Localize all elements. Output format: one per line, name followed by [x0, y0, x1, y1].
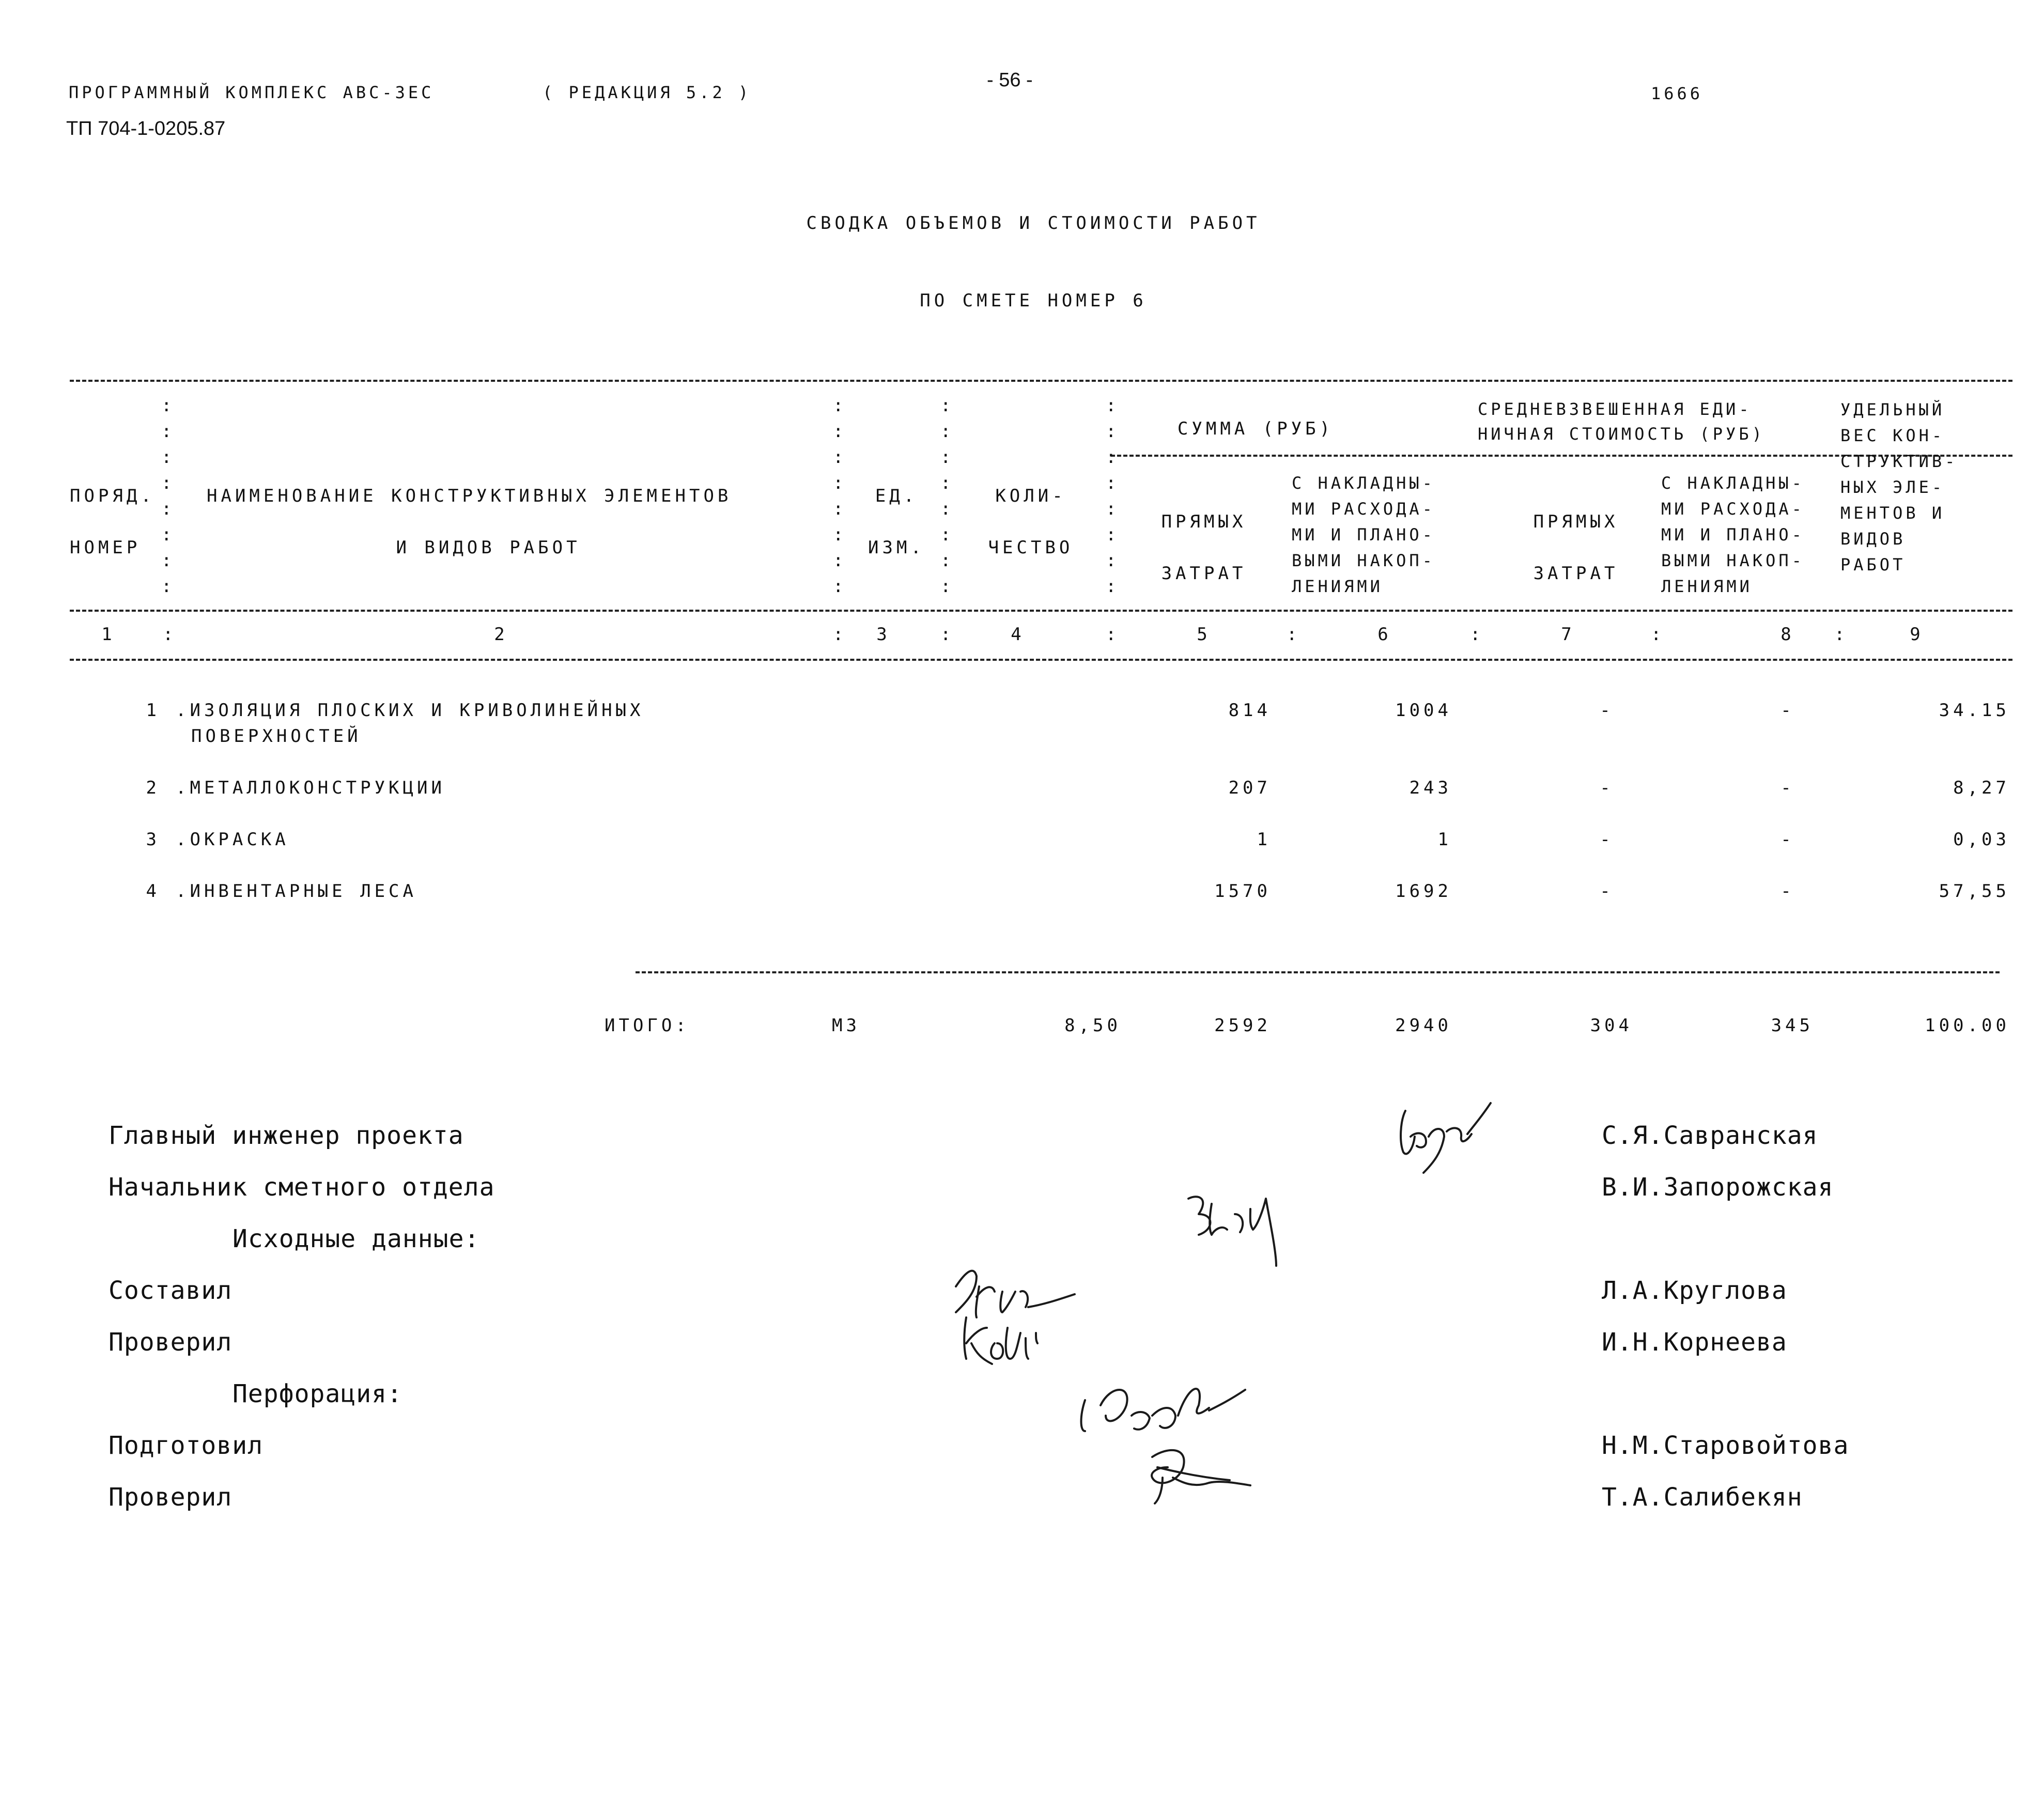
- sheet-number: 1666: [1651, 84, 1704, 103]
- header-avg-line: СРЕДНЕВЗВЕШЕННАЯ ЕДИ-: [1478, 399, 1752, 419]
- program-name: ПРОГРАММНЫЙ КОМПЛЕКС АВС-ЗЕС: [69, 83, 435, 102]
- col-separator: : : : : : : : :: [833, 395, 847, 597]
- header-col3-line: ИЗМ.: [868, 537, 925, 558]
- header-col8-line: ЛЕНИЯМИ: [1661, 577, 1753, 596]
- header-col7-line: ЗАТРАТ: [1533, 563, 1619, 584]
- header-col7-line: ПРЯМЫХ: [1533, 511, 1619, 532]
- header-col9-line: ВЕС КОН-: [1840, 426, 1945, 445]
- header-col1: [70, 470, 155, 573]
- header-col6-line: МИ РАСХОДА-: [1292, 499, 1435, 519]
- role-prepared: Подготовил: [109, 1431, 263, 1460]
- col-number: 2: [494, 624, 508, 645]
- header-col9-line: УДЕЛЬНЫЙ: [1840, 400, 1945, 420]
- signature-compiled: [956, 1271, 1075, 1317]
- col-separator: :: [1651, 624, 1665, 645]
- header-col9-line: ВИДОВ: [1840, 529, 1906, 549]
- cell-total-cost: 1: [1437, 829, 1452, 850]
- role-checked: Проверил: [109, 1328, 233, 1357]
- col-separator: : : : : : : : :: [940, 395, 955, 597]
- cell-avg-total: -: [1780, 829, 1795, 850]
- header-col2: [207, 470, 770, 573]
- col-separator: :: [833, 624, 847, 645]
- header-col8-line: С НАКЛАДНЫ-: [1661, 473, 1805, 493]
- row-number: 3: [146, 829, 160, 850]
- cell-share: 8,27: [1953, 778, 2010, 798]
- header-col9-line: НЫХ ЭЛЕ-: [1840, 477, 1945, 497]
- signature-checked: [964, 1317, 1038, 1364]
- header-col5: [1126, 496, 1281, 599]
- table-top-rule: [70, 380, 2012, 382]
- cell-direct-cost: 207: [1228, 778, 1271, 798]
- row-number: 1: [146, 700, 160, 721]
- header-col9-line: МЕНТОВ И: [1840, 503, 1945, 523]
- col-number: 1: [101, 624, 116, 645]
- cell-total-cost: 1004: [1395, 700, 1452, 721]
- name-estimate-head: В.И.Запорожская: [1602, 1173, 1834, 1202]
- signature-perf-checked: [1152, 1450, 1250, 1503]
- cell-avg-direct: -: [1600, 700, 1614, 721]
- header-col4-line: ЧЕСТВО: [988, 537, 1074, 558]
- cell-share: 57,55: [1939, 881, 2010, 902]
- cell-direct-cost: 814: [1228, 700, 1271, 721]
- header-col9-line: СТРУКТИВ-: [1840, 452, 1958, 471]
- cell-direct-cost: 1: [1257, 829, 1271, 850]
- col-number: 7: [1561, 624, 1575, 645]
- header-col6-line: С НАКЛАДНЫ-: [1292, 473, 1435, 493]
- row-name: .МЕТАЛЛОКОНСТРУКЦИИ: [176, 778, 445, 798]
- cell-share: 0,03: [1953, 829, 2010, 850]
- header-col6-line: МИ И ПЛАНО-: [1292, 525, 1435, 545]
- header-bottom-rule: [70, 610, 2012, 612]
- header-avg-group: [1478, 397, 1765, 446]
- section-perforation: Перфорация:: [233, 1379, 402, 1408]
- header-col8-line: МИ И ПЛАНО-: [1661, 525, 1805, 545]
- col-separator: :: [1834, 624, 1849, 645]
- total-total-cost: 2940: [1395, 1015, 1452, 1036]
- page-number: - 56 -: [987, 69, 1033, 91]
- cell-direct-cost: 1570: [1214, 881, 1271, 902]
- total-avg-total: 345: [1771, 1015, 1814, 1036]
- name-compiled: Л.А.Круглова: [1602, 1276, 1787, 1305]
- header-col3: [853, 470, 940, 573]
- header-col4: [956, 470, 1106, 573]
- total-avg-direct: 304: [1590, 1015, 1633, 1036]
- col-separator: : : : : : : : :: [161, 395, 176, 597]
- total-share: 100.00: [1925, 1015, 2010, 1036]
- total-quantity: 8,50: [1064, 1015, 1121, 1036]
- header-col6-line: ВЫМИ НАКОП-: [1292, 551, 1435, 570]
- col-separator: :: [1106, 624, 1120, 645]
- header-col8: [1661, 470, 1805, 599]
- role-perf-checked: Проверил: [109, 1483, 233, 1512]
- row-name: .ИЗОЛЯЦИЯ ПЛОСКИХ И КРИВОЛИНЕЙНЫХ: [176, 700, 644, 721]
- header-col1-line: НОМЕР: [70, 537, 141, 558]
- cell-avg-total: -: [1780, 778, 1795, 798]
- name-prepared: Н.М.Старовойтова: [1602, 1431, 1849, 1460]
- program-edition: ( РЕДАКЦИЯ 5.2 ): [543, 83, 752, 102]
- document-title: СВОДКА ОБЪЕМОВ И СТОИМОСТИ РАБОТ: [806, 213, 1261, 234]
- total-rule: [636, 971, 2000, 973]
- name-perf-checked: Т.А.Салибекян: [1602, 1483, 1803, 1512]
- header-col6-line: ЛЕНИЯМИ: [1292, 577, 1383, 596]
- signature-prepared: [1081, 1389, 1246, 1431]
- cell-avg-direct: -: [1600, 778, 1614, 798]
- col-separator: :: [1287, 624, 1301, 645]
- header-col9: [1840, 397, 1958, 578]
- header-col8-line: МИ РАСХОДА-: [1661, 499, 1805, 519]
- header-col9-line: РАБОТ: [1840, 555, 1906, 575]
- header-sum-group: СУММА (РУБ): [1177, 418, 1334, 439]
- header-col4-line: КОЛИ-: [995, 486, 1066, 506]
- col-separator: :: [1470, 624, 1484, 645]
- total-unit: М3: [832, 1015, 860, 1036]
- cell-avg-direct: -: [1600, 881, 1614, 902]
- row-number: 4: [146, 881, 160, 902]
- handwritten-signatures: [930, 1085, 1550, 1524]
- row-name: .ИНВЕНТАРНЫЕ ЛЕСА: [176, 881, 417, 902]
- header-col2-line: И ВИДОВ РАБОТ: [396, 537, 581, 558]
- header-col2-line: НАИМЕНОВАНИЕ КОНСТРУКТИВНЫХ ЭЛЕМЕНТОВ: [207, 486, 732, 506]
- section-source-data: Исходные данные:: [233, 1224, 480, 1253]
- header-col7: [1498, 496, 1653, 599]
- row-name: .ОКРАСКА: [176, 829, 289, 850]
- colnum-bottom-rule: [70, 659, 2012, 661]
- role-estimate-head: Начальник сметного отдела: [109, 1173, 495, 1202]
- header-col3-line: ЕД.: [875, 486, 918, 506]
- col-number: 4: [1011, 624, 1025, 645]
- cell-total-cost: 1692: [1395, 881, 1452, 902]
- header-col8-line: ВЫМИ НАКОП-: [1661, 551, 1805, 570]
- header-avg-line: НИЧНАЯ СТОИМОСТЬ (РУБ): [1478, 424, 1765, 444]
- cell-share: 34.15: [1939, 700, 2010, 721]
- role-chief-engineer: Главный инженер проекта: [109, 1121, 464, 1150]
- header-col6: [1292, 470, 1435, 599]
- header-col5-line: ПРЯМЫХ: [1161, 511, 1247, 532]
- header-col5-line: ЗАТРАТ: [1161, 563, 1247, 584]
- document-subtitle: ПО СМЕТЕ НОМЕР 6: [920, 290, 1147, 311]
- name-chief-engineer: С.Я.Савранская: [1602, 1121, 1818, 1150]
- row-number: 2: [146, 778, 160, 798]
- signature-estimate-head: [1188, 1197, 1276, 1266]
- total-label: ИТОГО:: [605, 1015, 690, 1036]
- header-col1-line: ПОРЯД.: [70, 486, 155, 506]
- signature-chief-engineer: [1401, 1103, 1491, 1173]
- row-name-continued: ПОВЕРХНОСТЕЙ: [191, 726, 362, 747]
- col-number: 8: [1780, 624, 1795, 645]
- total-direct-cost: 2592: [1214, 1015, 1271, 1036]
- col-number: 3: [876, 624, 891, 645]
- role-compiled: Составил: [109, 1276, 233, 1305]
- project-code: ТП 704-1-0205.87: [66, 118, 226, 139]
- col-separator: : : : : : : : :: [1106, 395, 1120, 597]
- cell-avg-total: -: [1780, 881, 1795, 902]
- col-separator: :: [163, 624, 177, 645]
- col-number: 9: [1910, 624, 1924, 645]
- col-number: 6: [1377, 624, 1392, 645]
- col-separator: :: [940, 624, 955, 645]
- cell-total-cost: 243: [1409, 778, 1452, 798]
- cell-avg-total: -: [1780, 700, 1795, 721]
- cell-avg-direct: -: [1600, 829, 1614, 850]
- name-checked: И.Н.Корнеева: [1602, 1328, 1787, 1357]
- col-number: 5: [1197, 624, 1211, 645]
